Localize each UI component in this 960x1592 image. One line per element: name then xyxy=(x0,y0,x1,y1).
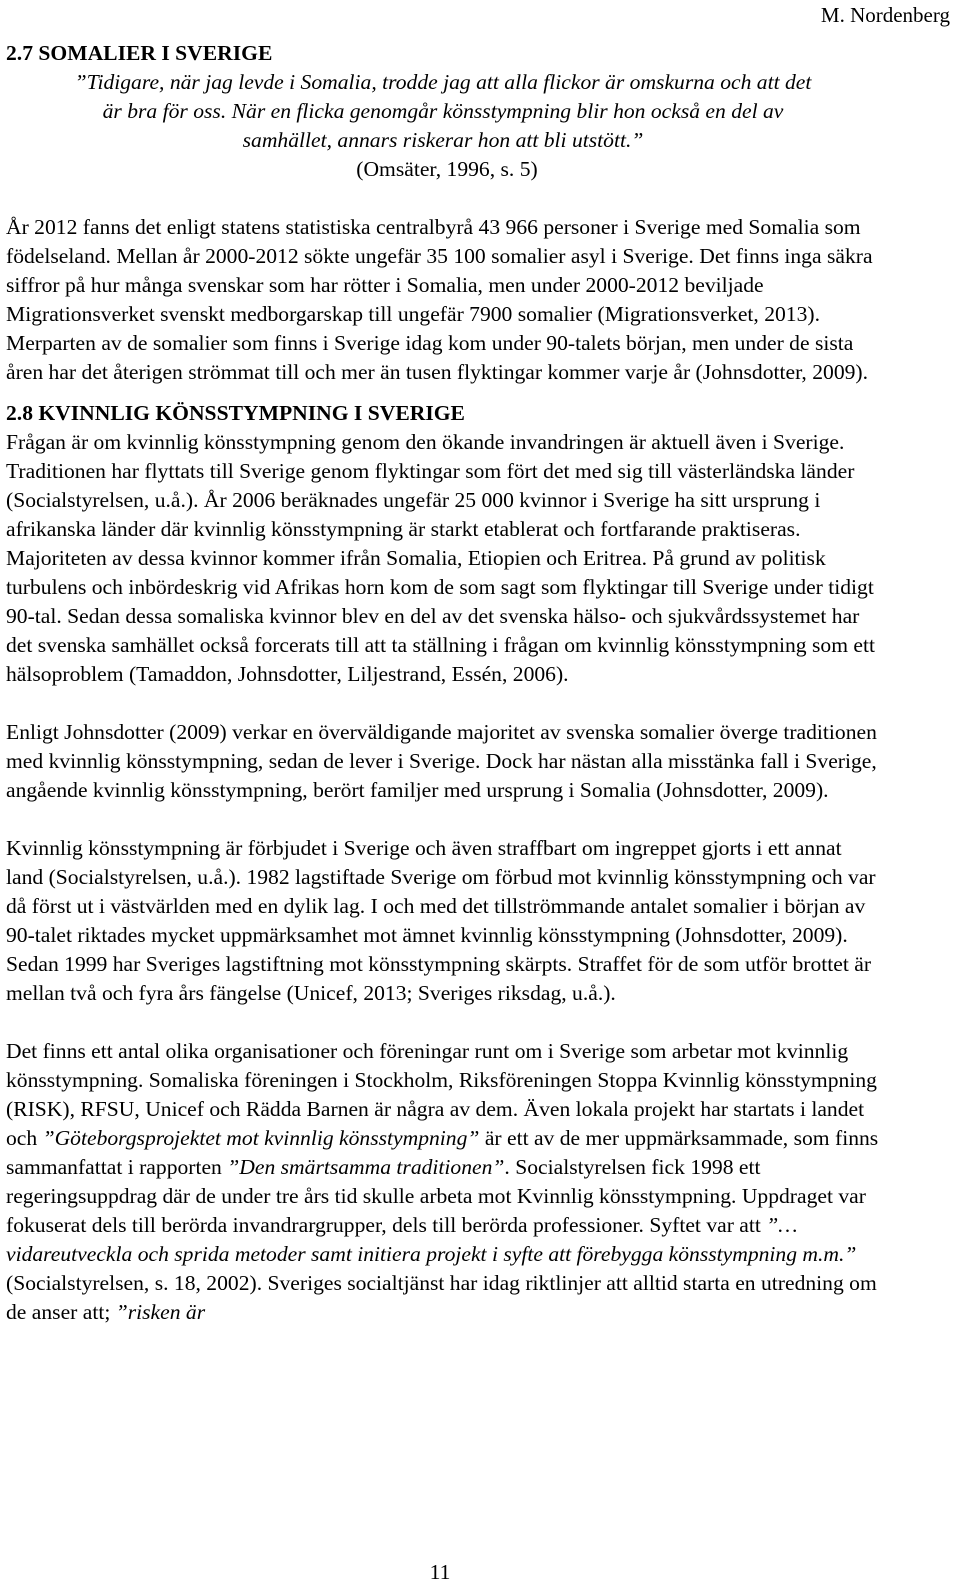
quote-line: ”Tidigare, när jag levde i Somalia, trodde jag att alla flickor är omskurna och att det xyxy=(74,70,812,94)
body-paragraph: År 2012 fanns det enligt statens statistiska centralbyrå 43 966 personer i Sverige med Somalia som födelseland. Mellan år 2000-2012 sökte ungefär 35 100 somalier asyl i Sverige. Det finns inga säkra siffror på hur många svenskar som har rötter i Somalia, men under 2000-2012 beviljade Migrationsverket svenskt medborgarskap till ungefär 7900 somalier (Migrationsverket, 2013). Merparten av de somalier som finns i Sverige idag kom under 90-talets början, men under de sista åren har det återigen strömmat till och mer än tusen flyktingar kommer varje år (Johnsdotter, 2009). xyxy=(6,215,873,384)
quote-reference: (Omsäter, 1996, s. 5) xyxy=(356,157,538,181)
page-number: 11 xyxy=(429,1560,451,1584)
section-heading-2-8: 2.8 KVINNLIG KÖNSSTYMPNING I SVERIGE xyxy=(6,401,465,425)
text-run: . Socialstyrelsen fick 1998 ett regeringsuppdrag där de under tre års tid skulle arbeta mot Kvinnlig könsstympning. Uppdraget var fokuserat dels till berörda invandrargrupper, dels till berörda professioner. Syftet var att xyxy=(6,1155,866,1237)
italic-quote-start: ”risken är xyxy=(115,1300,206,1324)
page-content xyxy=(6,34,880,1327)
body-paragraph xyxy=(6,1037,880,1327)
italic-project-title: ”Göteborgsprojektet mot kvinnlig könsstympning” xyxy=(42,1126,480,1150)
block-quote xyxy=(6,68,880,184)
text-run: är ett av de mer uppmärksammade, som finns sammanfattat i rapporten xyxy=(6,1126,879,1179)
section-heading-2-7: 2.7 SOMALIER I SVERIGE xyxy=(6,41,273,65)
quote-line: är bra för oss. När en flicka genomgår könsstympning blir hon också en del av xyxy=(102,99,784,123)
body-paragraph: Frågan är om kvinnlig könsstympning genom den ökande invandringen är aktuell även i Sverige. Traditionen har flyttats till Sverige genom flyktingar som fört det med sig till västerländska länder (Socialstyrelsen, u.å.). År 2006 beräknades ungefär 25 000 kvinnor i Sverige ha sitt ursprung i afrikanska länder där kvinnlig könsstympning är starkt etablerat och fortfarande praktiseras. Majoriteten av dessa kvinnor kommer ifrån Somalia, Etiopien och Eritrea. På grund av politisk turbulens och inbördeskrig vid Afrikas horn kom de som sagt som flyktingar till Sverige under tidigt 90-tal. Sedan dessa somaliska kvinnor blev en del av det svenska hälso- och sjukvårdssystemet har det svenska samhället också forcerats till att ta ställning i frågan om kvinnlig könsstympning som ett hälsoproblem (Tamaddon, Johnsdotter, Liljestrand, Essén, 2006). xyxy=(6,430,875,686)
quote-line: samhället, annars riskerar hon att bli utstött.” xyxy=(242,128,644,152)
text-run: Det finns ett antal olika organisationer och föreningar runt om i Sverige som arbetar mot kvinnlig könsstympning. Somaliska föreningen i Stockholm, Riksföreningen Stoppa Kvinnlig könsstympning (RISK), RFSU, Unicef och Rädda Barnen är några av dem. Även lokala projekt har startats i landet och xyxy=(6,1039,877,1150)
running-header-author: M. Nordenberg xyxy=(820,3,950,27)
text-run: (Socialstyrelsen, s. 18, 2002). Sveriges socialtjänst har idag riktlinjer att alltid starta en utredning om de anser att; xyxy=(6,1271,877,1324)
body-paragraph: Kvinnlig könsstympning är förbjudet i Sverige och även straffbart om ingreppet gjorts i ett annat land (Socialstyrelsen, u.å.). 1982 lagstiftade Sverige om förbud mot kvinnlig könsstympning och var då först ut i västvärlden med en dylik lag. I och med det tillströmmande antalet somalier i början av 90-talet riktades mycket uppmärksamhet mot ämnet kvinnlig könsstympning (Johnsdotter, 2009). Sedan 1999 har Sveriges lagstiftning mot könsstympning skärpts. Straffet för de som utför brottet är mellan två och fyra års fängelse (Unicef, 2013; Sveriges riksdag, u.å.). xyxy=(6,836,876,1005)
italic-quote: ”… vidareutveckla och sprida metoder samt initiera projekt i syfte att förebygga könsstympning m.m.” xyxy=(6,1213,857,1266)
body-paragraph: Enligt Johnsdotter (2009) verkar en överväldigande majoritet av svenska somalier överge traditionen med kvinnlig könsstympning, sedan de lever i Sverige. Dock har nästan alla misstänka fall i Sverige, angående kvinnlig könsstympning, berört familjer med ursprung i Somalia (Johnsdotter, 2009). xyxy=(6,720,877,802)
italic-report-title: ”Den smärtsamma traditionen” xyxy=(227,1155,505,1179)
